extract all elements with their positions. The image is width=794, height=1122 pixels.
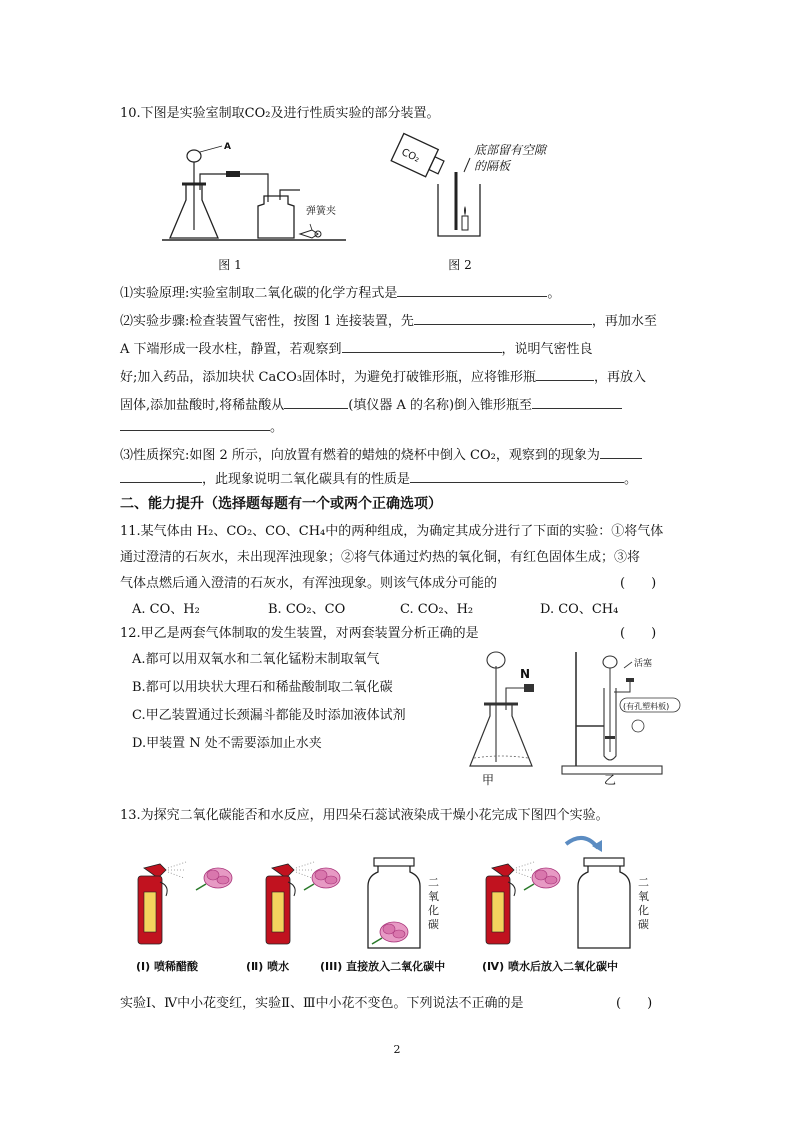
q10-title: 10.下图是实验室制取CO₂及进行性质实验的部分装置。 — [120, 106, 440, 121]
partition-note-line2: 的隔板 — [474, 159, 511, 173]
answer-paren[interactable]: ( ) — [620, 576, 657, 591]
jar-label-char: 氧 — [428, 890, 439, 903]
figure-1-caption: 图 1 — [218, 258, 242, 272]
q11-option-c[interactable]: C. CO₂、H₂ — [400, 602, 474, 617]
answer-paren[interactable]: ( ) — [620, 626, 657, 641]
q10-part2-line5: 。 — [120, 416, 680, 438]
label-n: N — [520, 667, 531, 681]
q12-option-a[interactable]: A.都可以用双氧水和二氧化锰粉末制取氧气 — [132, 652, 380, 667]
figure-1 — [160, 138, 350, 246]
jar-label-char: 二 — [638, 876, 649, 889]
q11-line3: 气体点燃后通入澄清的石灰水，有浑浊现象。则该气体成分可能的 ( ) — [120, 574, 680, 594]
figure-2 — [388, 132, 547, 244]
q11-option-a[interactable]: A. CO、H₂ — [132, 602, 200, 617]
q12-option-d[interactable]: D.甲装置 N 处不需要添加止水夹 — [132, 736, 322, 751]
label-board: (有孔塑料板) — [623, 702, 670, 711]
answer-blank[interactable] — [600, 444, 642, 459]
co2-bottle-label: CO₂ — [399, 146, 422, 165]
answer-blank[interactable] — [120, 468, 202, 483]
caption-jia: 甲 — [482, 773, 495, 787]
answer-blank[interactable] — [120, 416, 270, 431]
label-valve: 活塞 — [634, 659, 653, 669]
answer-blank[interactable] — [532, 394, 622, 409]
answer-blank[interactable] — [397, 282, 547, 297]
answer-blank[interactable] — [284, 394, 348, 409]
q12-option-c[interactable]: C.甲乙装置通过长颈漏斗都能及时添加液体试剂 — [132, 708, 406, 723]
caption-yi: 乙 — [604, 773, 617, 787]
q13-stem: 13.为探究二氧化碳能否和水反应，用四朵石蕊试液染成干燥小花完成下图四个实验。 — [120, 808, 609, 823]
jar-label-char: 二 — [428, 876, 439, 889]
page-number: 2 — [393, 1043, 401, 1056]
q11-line1: 11.某气体由 H₂、CO₂、CO、CH₄中的两种组成，为确定其成分进行了下面的实验：①将气体 — [120, 524, 664, 539]
q11-option-d[interactable]: D. CO、CH₄ — [540, 602, 619, 617]
figure-2-caption: 图 2 — [448, 258, 472, 272]
q13-caption-4: (Ⅳ) 喷水后放入二氧化碳中 — [482, 960, 618, 973]
jar-label-char: 碳 — [428, 918, 439, 931]
jar-label-char: 化 — [428, 904, 439, 917]
q12-option-b[interactable]: B.都可以用块状大理石和稀盐酸制取二氧化碳 — [132, 680, 393, 695]
jar-label-char: 氧 — [638, 890, 649, 903]
q13-caption-1: (Ⅰ) 喷稀醋酸 — [136, 960, 198, 973]
answer-blank[interactable] — [410, 468, 624, 483]
answer-blank[interactable] — [536, 366, 594, 381]
partition-note-line1: 底部留有空隙 — [474, 143, 547, 157]
answer-paren[interactable]: ( ) — [616, 996, 653, 1011]
q10-part2-line1: ⑵实验步骤:检查装置气密性，按图 1 连接装置，先 ，再加水至 — [120, 310, 680, 332]
q11-line2: 通过澄清的石灰水，未出现浑浊现象；②将气体通过灼热的氧化铜，有红色固体生成；③将 — [120, 550, 641, 565]
q10-part3-line1: ⑶性质探究:如图 2 所示，向放置有燃着的蜡烛的烧杯中倒入 CO₂，观察到的现象为 — [120, 444, 680, 466]
q12-stem: 12.甲乙是两套气体制取的发生装置，对两套装置分析正确的是 ( ) — [120, 624, 680, 644]
q10-part2-line2: A 下端形成一段水柱，静置，若观察到 ，说明气密性良 — [120, 338, 680, 360]
jar-label-char: 碳 — [638, 918, 649, 931]
q13-result: 实验Ⅰ、Ⅳ中小花变红，实验Ⅱ、Ⅲ中小花不变色。下列说法不正确的是 ( ) — [120, 994, 680, 1014]
q10-part3-line2: ，此现象说明二氧化碳具有的性质是 。 — [120, 468, 680, 490]
answer-blank[interactable] — [342, 338, 502, 353]
q13-figure — [136, 834, 666, 954]
spring-clip-label: 弹簧夹 — [306, 206, 336, 217]
answer-blank[interactable] — [414, 310, 592, 325]
q13-caption-2: (Ⅱ) 喷水 — [246, 960, 290, 973]
jar-label-char: 化 — [638, 904, 649, 917]
q10-part2-line4: 固体,添加盐酸时,将稀盐酸从 (填仪器 A 的名称)倒入锥形瓶至 — [120, 394, 680, 416]
q11-option-b[interactable]: B. CO₂、CO — [268, 602, 346, 617]
label-a: A — [224, 142, 231, 152]
q12-figure — [462, 648, 684, 788]
q10-part2-line3: 好;加入药品，添加块状 CaCO₃固体时，为避免打破锥形瓶，应将锥形瓶 ，再放入 — [120, 366, 680, 388]
q13-caption-3: (III) 直接放入二氧化碳中 — [320, 960, 446, 973]
q10-part1: ⑴实验原理:实验室制取二氧化碳的化学方程式是 。 — [120, 282, 680, 304]
section-heading: 二、能力提升（选择题每题有一个或两个正确选项） — [120, 496, 442, 512]
